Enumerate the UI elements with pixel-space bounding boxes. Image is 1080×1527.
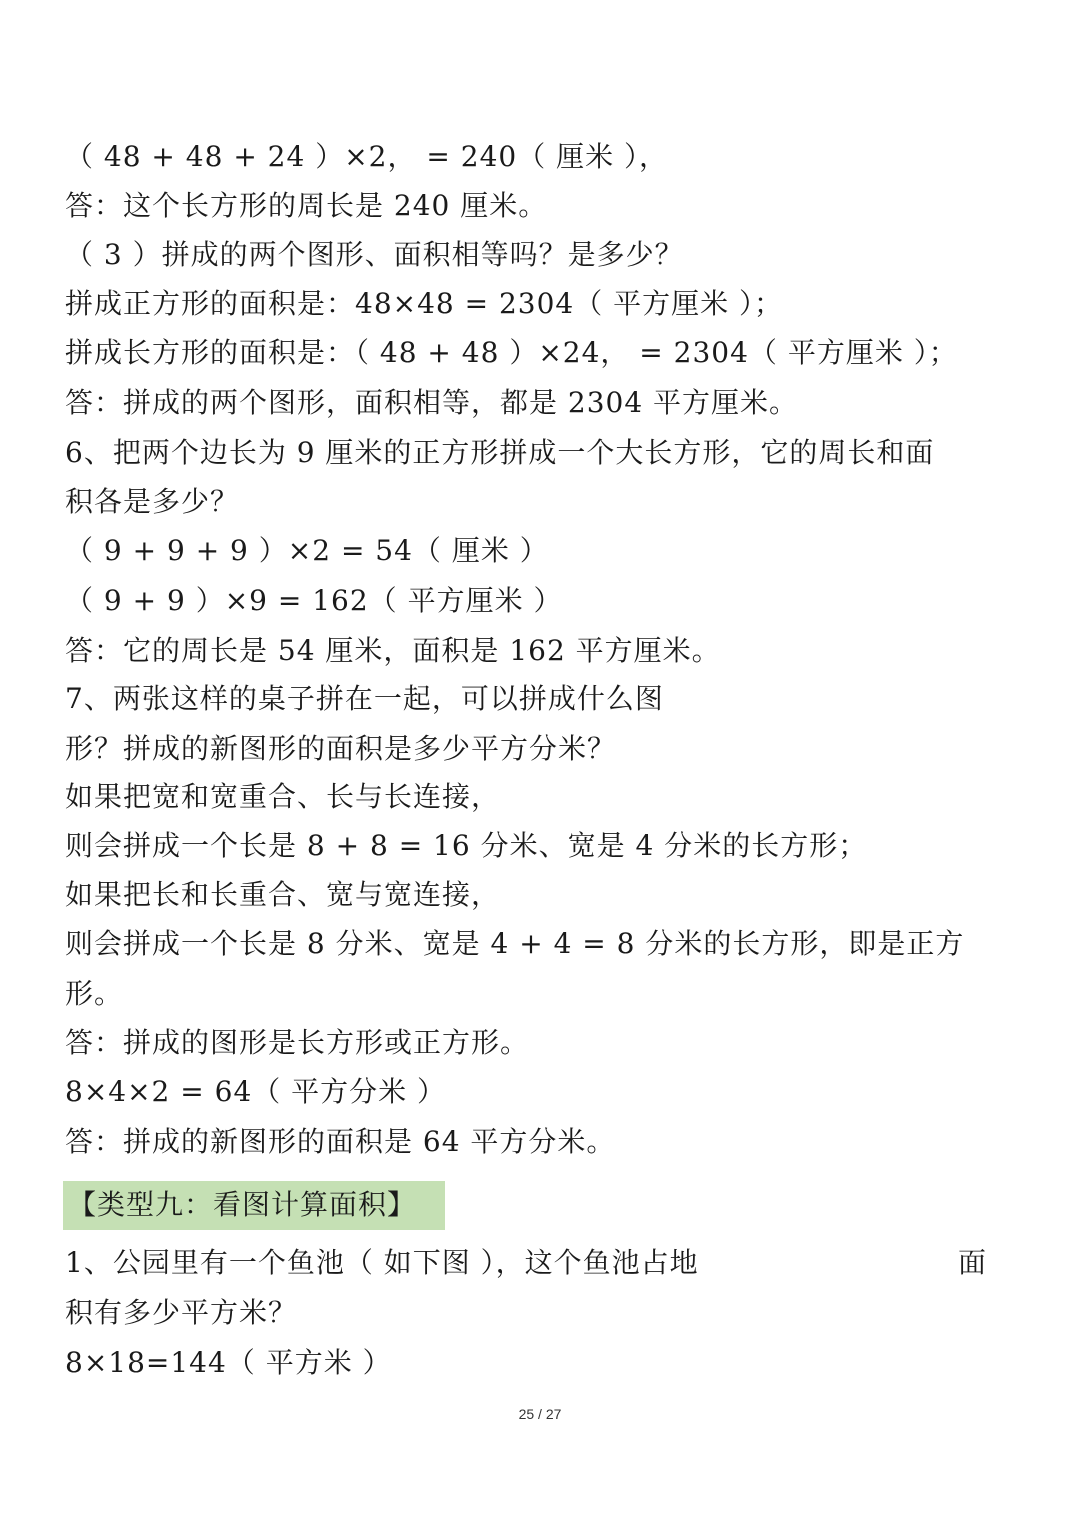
question-7-line-1: 7、两张这样的桌子拼在一起，可以拼成什么图: [65, 682, 664, 715]
solution-line-q7-case-2: 如果把长和长重合、宽与宽连接，: [65, 878, 501, 911]
question-1-line-2: 积有多少平方米？: [65, 1296, 298, 1329]
answer-line-area-equal: 答：拼成的两个图形，面积相等，都是 2304 平方厘米。: [65, 386, 799, 419]
answer-line-q6: 答：它的周长是 54 厘米，面积是 162 平方厘米。: [65, 634, 721, 667]
question-6-line-2: 积各是多少？: [65, 485, 240, 518]
solution-line-q7-case-2-result: 则会拼成一个长是 8 分米、宽是 4 + 4 = 8 分米的长方形，即是正方: [65, 927, 965, 960]
solution-line-q1-area: 8×18=144（ 平方米 ）: [65, 1346, 392, 1379]
question-1-line-1-end: 面: [958, 1246, 987, 1279]
page-number: 25 / 27: [518, 1406, 562, 1422]
question-line-3: （ 3 ）拼成的两个图形、面积相等吗？是多少？: [65, 238, 684, 271]
solution-line-q6-area: （ 9 + 9 ）×9 = 162（ 平方厘米 ）: [65, 584, 563, 617]
section-heading: 【类型九：看图计算面积】: [68, 1188, 417, 1221]
solution-line-q7-case-2-result-end: 形。: [65, 977, 124, 1010]
solution-line-rectangle-area: 拼成长方形的面积是：（ 48 + 48 ）×24， = 2304（ 平方厘米 ）；: [65, 336, 958, 369]
answer-line-q7-area: 答：拼成的新图形的面积是 64 平方分米。: [65, 1125, 616, 1158]
question-1-line-1: 1、公园里有一个鱼池（ 如下图 ），这个鱼池占地: [65, 1246, 699, 1279]
question-6-line-1: 6、把两个边长为 9 厘米的正方形拼成一个大长方形，它的周长和面: [65, 436, 935, 469]
solution-line-perimeter-calc: （ 48 + 48 + 24 ）×2， = 240（ 厘米 ），: [65, 140, 668, 173]
solution-line-q6-perimeter: （ 9 + 9 + 9 ）×2 = 54（ 厘米 ）: [65, 534, 549, 567]
solution-line-square-area: 拼成正方形的面积是：48×48 = 2304（ 平方厘米 ）；: [65, 287, 784, 320]
solution-line-q7-case-1: 如果把宽和宽重合、长与长连接，: [65, 780, 501, 813]
solution-line-q7-case-1-result: 则会拼成一个长是 8 + 8 = 16 分米、宽是 4 分米的长方形；: [65, 829, 868, 862]
solution-line-q7-area: 8×4×2 = 64（ 平方分米 ）: [65, 1075, 447, 1108]
answer-line-perimeter: 答：这个长方形的周长是 240 厘米。: [65, 189, 548, 222]
answer-line-q7-shape: 答：拼成的图形是长方形或正方形。: [65, 1026, 530, 1059]
question-7-line-2: 形？拼成的新图形的面积是多少平方分米？: [65, 732, 617, 765]
